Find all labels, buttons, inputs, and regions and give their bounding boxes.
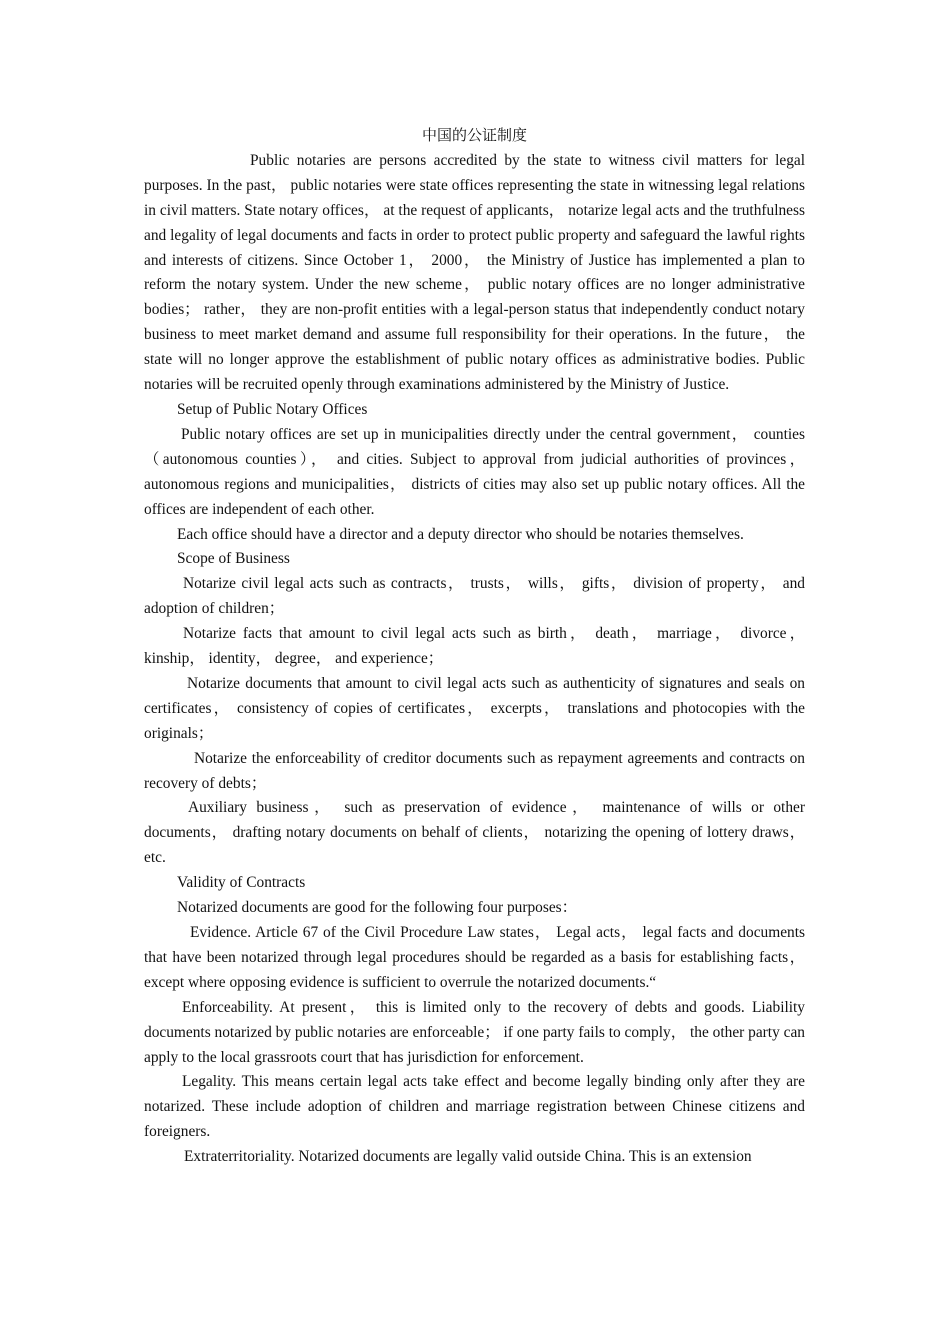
scope-item-facts: Notarize facts that amount to civil legal acts such as birth， death， marriage， divorce， kinship， identity， degree， and experience； — [144, 625, 805, 668]
validity-enforceability: Enforceability. At present， this is limited only to the recovery of debts and goods. Liability documents notarized by public notaries are enforceable； if one party fails to comply， the other party can apply to the local grassroots court that has jurisdiction for enforcement. — [144, 998, 805, 1066]
scope-item-auxiliary: Auxiliary business， such as preservation of evidence， maintenance of wills or other documents， drafting notary documents on behalf of clients， notarizing the opening of lottery draws， etc. — [144, 799, 805, 867]
validity-evidence: Evidence. Article 67 of the Civil Procedure Law states， Legal acts， legal facts and documents that have been notarized through legal procedures should be regarded as a basis for establishing facts， except where opposing evidence is sufficient to overrule the notarized documents.“ — [144, 924, 805, 991]
document-page — [144, 124, 805, 1170]
section-heading-setup: Setup of Public Notary Offices — [177, 400, 368, 418]
section-heading-scope: Scope of Business — [177, 550, 290, 568]
setup-paragraph: Public notary offices are set up in municipalities directly under the central government， counties （autonomous counties）， and cities. Subject to approval from judicial authorities of provinces， autonomous regions and municipalities， districts of cities may also set up public notary offices. All the offices are independent of each other. — [144, 425, 805, 518]
scope-item-legal-acts: Notarize civil legal acts such as contracts， trusts， wills， gifts， division of property， and adoption of children； — [144, 575, 805, 618]
section-heading-validity: Validity of Contracts — [177, 874, 306, 892]
validity-intro: Notarized documents are good for the following four purposes： — [177, 899, 578, 917]
document-title: 中国的公证制度 — [421, 128, 527, 144]
scope-item-documents: Notarize documents that amount to civil legal acts such as authenticity of signatures and seals on certificates， consistency of copies of certificates， excerpts， translations and photocopies with the originals； — [144, 674, 805, 742]
intro-paragraph: Public notaries are persons accredited by the state to witness civil matters for legal purposes. In the past， public notaries were state offices representing the state in witnessing legal relations in civil matters. State notary offices， at the request of applicants， notarize legal acts and the truthfulness and legality of legal documents and facts in order to protect public property and safeguard the lawful rights and interests of citizens. Since October 1， 2000， the Ministry of Justice has implemented a plan to reform the notary system. Under the new scheme， public notary offices are no longer administrative bodies； rather， they are non-profit entities with a legal-person status that independently conduct notary business to meet market demand and assume full responsibility for their operations. In the future， the state will no longer approve the establishment of public notary offices as administrative bodies. Public notaries will be recruited openly through examinations administered by the Ministry of Justice. — [144, 151, 805, 394]
director-paragraph: Each office should have a director and a deputy director who should be notaries themselves. — [177, 525, 744, 543]
validity-extraterritoriality: Extraterritoriality. Notarized documents are legally valid outside China. This is an extension — [184, 1148, 752, 1166]
scope-item-enforceability: Notarize the enforceability of creditor documents such as repayment agreements and contracts on recovery of debts； — [144, 749, 805, 792]
validity-legality: Legality. This means certain legal acts take effect and become legally binding only after they are notarized. These include adoption of children and marriage registration between Chinese citizens and foreigners. — [144, 1073, 805, 1141]
